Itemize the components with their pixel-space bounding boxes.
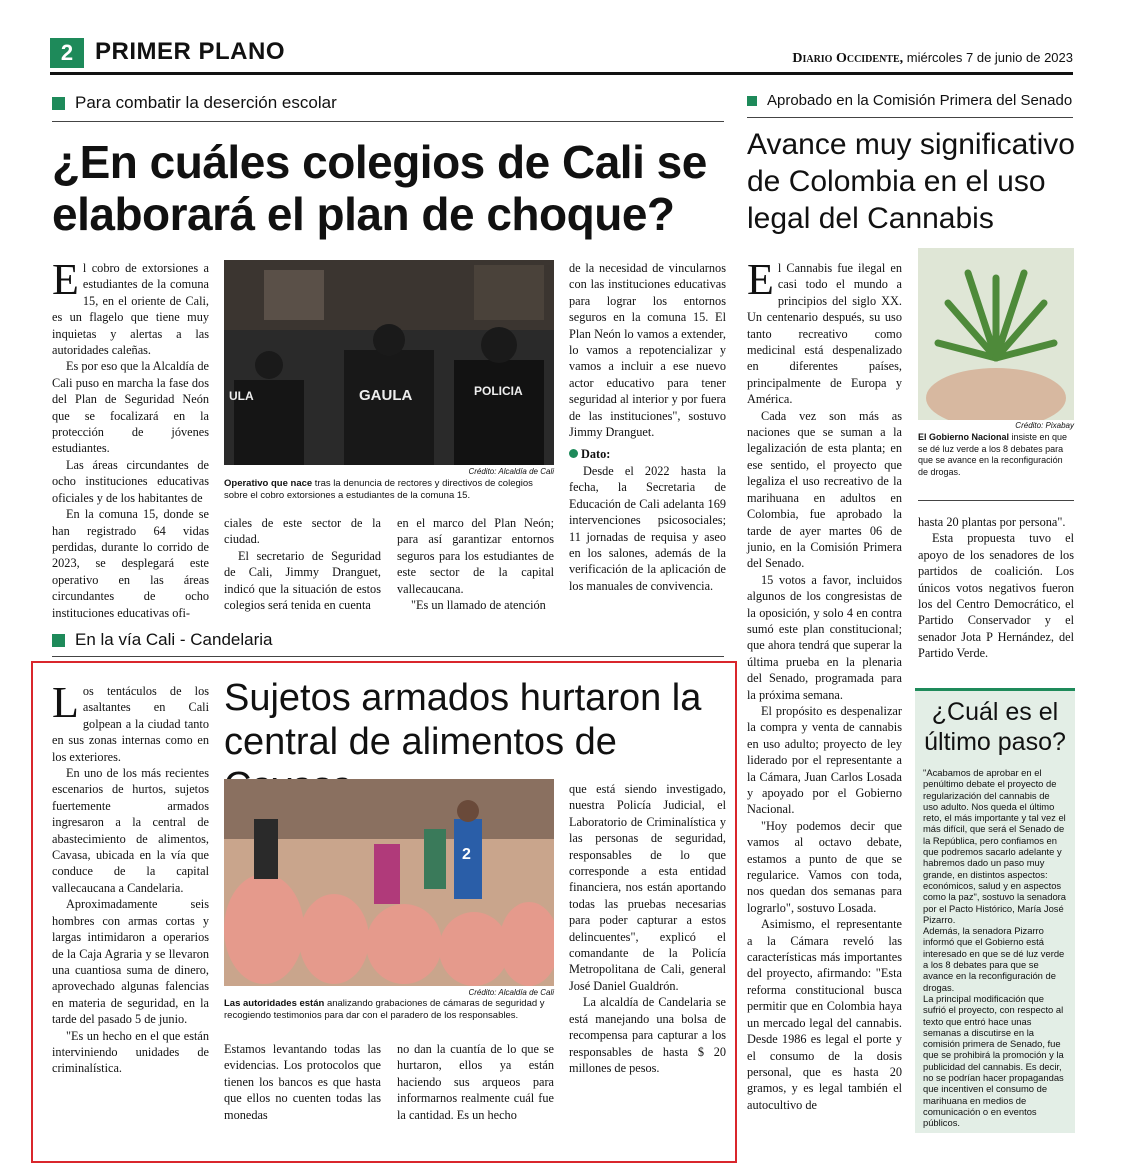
article1-col1: El cobro de extorsiones a estudiantes de la comuna 15, en el oriente de Cali, es un flagelo que tiene muy inquietas y alertas a las autoridades caleñas. Es por eso que la Alcaldía de Cali puso en marcha la fase dos del Plan de Seguridad Neón que se focalizará en la protección de jóvenes estudiantes. Las áreas circundantes de ocho instituciones educativas oficiales y de los habitantes de En la comuna 15, donde se han registrado 64 vidas perdidas, durante lo corrido de 2023, se desplegará este operativo en las áreas circundantes de ocho instituciones educativas ofi- [52, 255, 209, 620]
divider [918, 500, 1074, 501]
sidebar-box [915, 688, 1075, 1133]
kicker-square-icon [52, 97, 65, 110]
divider [52, 656, 724, 657]
article2-kicker-text: En la vía Cali - Candelaria [75, 630, 273, 649]
food-market-photo [224, 779, 554, 986]
svg-text:POLICIA: POLICIA [474, 384, 523, 398]
masthead-info [792, 50, 1073, 67]
svg-text:GAULA: GAULA [359, 387, 413, 404]
header-rule [50, 72, 1073, 75]
dropcap: E [747, 255, 774, 304]
article1-col3: en el marco del Plan Neón; para así garantizar entornos seguros para los estudiantes de este sector de la capital vallecaucana. "Es un llamado de atención [397, 516, 554, 613]
photo-credit: Crédito: Pixabay [1015, 421, 1074, 430]
article2-headline: Sujetos armados hurtaron la central de alimentos de [224, 677, 702, 763]
article2-col3: no dan la cuantía de lo que se hurtaron, ellos ya están haciendo sus arqueos para informarnos realmente cuál fue la cantidad. Es un hecho [397, 1042, 554, 1122]
photo-credit: Crédito: Alcaldía de Cali [468, 467, 554, 476]
sidebar-body: "Acabamos de aprobar en el penúltimo debate el proyecto de regularización del cannabis de uso adulto. Nos queda el último reto, el más importante y tal vez el más difícil, que será el Senado de la República, pero confiamos en que podremos sacarlo adelante y habremos dado un paso muy grande, en distintos aspectos: económicos, salud y en aspectos como la paz", sostuvo la senadora por el Pacto Histórico, María José Pizarro. Además, la senadora Pizarro informó que el Gobierno está interesado en que se dé luz verde a los 8 debates para que se avance en la reconfiguración de drogas. La principal modificación que sufrió el proyecto, con respecto al texto que entró hace unas semanas a discutirse en la comisión primera de Senado, fue que se prohibirá la promoción y la publicidad del cannabis. Es decir, no se podrían hacer propagandas que incentiven el consumo de marihuana en medios de comunicación o en eventos públicos. [923, 767, 1066, 1129]
article1-kicker-text: Para combatir la deserción escolar [75, 93, 337, 112]
article2-col4: que está siendo investigado, nuestra Policía Judicial, el Laboratorio de Criminalística y las personas de seguridad, responsables de lo que corresponde a esta entidad financiera, nos están aportando todas las pruebas necesarias para poder capturar a estos delincuentes", explicó el comandante de la Policía Metropolitana de Cali, general José Daniel Gualdrón. La alcaldía de Candelaria se está manejando una bolsa de recompensa para capturar a los responsables de hasta $ 20 millones de pesos. [569, 782, 726, 1075]
newspaper-name: Diario Occidente, [792, 51, 904, 66]
article3-col1: El Cannabis fue ilegal en casi todo el mundo a principios del siglo XX. Un centenario después, su uso tanto recreativo como medicinal está despenalizado en diferentes países, principalmente de Europa y América. Cada vez son más as naciones que se suman a la legalización de esta planta; en ese sentido, el proyecto que legaliza el uso recreativo de la marihuana en adultos en Colombia, fue aprobado la tarde de ayer martes 06 de junio, en la Comisión Primera del Senado. 15 votos a favor, incluidos algunos de los congresistas de la oposición, y solo 4 en contra sumó este plan constitucional; que ahora tendrá que superar la última prueba en la plenaria del Senado, programada para la próxima semana. El propósito es despenalizar la compra y venta de cannabis en uso adulto; proyecto de ley liderado por el representante a la Cámara, Juan Carlos Losada y apoyado por el Gobierno Nacional. "Hoy podemos decir que vamos al octavo debate, estamos a punto de que se regularice. Vamos con toda, nos quedan dos semanas para lograrlo", sostuvo Losada. Asimismo, el representante a la Cámara reveló las características más importantes del proyecto, afirmando: "Esta reforma constitucional busca permitir que en Colombia haya un mercado legal del cannabis. Desde 1986 es legal el porte y el consumo de la dosis personal, que es hasta 20 gramos, y es legal también el autocultivo de [747, 255, 902, 1112]
sidebar-title: ¿Cuál es el último paso? [924, 698, 1066, 756]
article3-col2: hasta 20 plantas por persona". Esta propuesta tuvo el apoyo de los senadores de los partidos de coalición. Los únicos votos negativos fueron los del Centro Democrático, el Partido Conservador y el senador Jota P Hernández, del Partido Verde. [918, 515, 1074, 661]
photo-caption: Operativo que nace tras la denuncia de rectores y directivos de colegios sobre el cobro extorsiones a estudiantes de la comuna 15. [224, 478, 533, 501]
article3-kicker [747, 92, 1072, 109]
dropcap: E [52, 255, 79, 304]
article3-headline: Avance muy significativo de Colombia en el uso legal del Cannabis [747, 128, 1075, 235]
page-number: 2 [50, 38, 84, 68]
police-operation-photo [224, 260, 554, 465]
article2-col2: Estamos levantando todas las evidencias. Los protocolos que tienen los bancos es que hasta que ellos no cuenten todas las monedas [224, 1042, 381, 1122]
section-title: PRIMER PLANO [95, 38, 286, 65]
svg-text:2: 2 [462, 846, 471, 863]
article1-col4: de la necesidad de vincularnos con las instituciones educativas para lograr los entornos seguros en la comuna 15. El Plan Neón lo vamos a extender, lo vamos a repotencializar y vamos a incluir a ese nuevo actor educativo para tener seguridad al interior y por fuera de las instituciones", sostuvo Jimmy Dranguet. Dato: Desde el 2022 hasta la fecha, la Secretaria de Educación de Cali adelanta 169 intervenciones psicosociales; 11 jornadas de requisa y aseo en los salones, además de la verificación de la aplicación de los manuales de convivencia. [569, 261, 726, 593]
cannabis-photo [918, 248, 1074, 420]
divider [52, 121, 724, 122]
issue-date: miércoles 7 de junio de 2023 [906, 50, 1073, 65]
article2-col1: Los tentáculos de los asaltantes en Cali golpean a la ciudad tanto en sus zonas internas como en los exteriores. En uno de los más recientes escenarios de hurtos, sujetos fuertemente armados ingresaron a la central de abastecimiento de alimentos, Cavasa, ubicada en la vía que conduce de la capital vallecaucana a Candelaria. Aproximadamente seis hombres con armas cortas y largas intimidaron a operarios de la Caja Agraria y se llevaron una cuantiosa suma de dinero, aprovechado algunas falencias en materia de seguridad, en la tarde del pasado 5 de junio. "Es un hecho en el que están interviniendo unidades de criminalística. [52, 678, 209, 1076]
svg-text:ULA: ULA [229, 389, 254, 403]
photo-caption: Las autoridades están analizando grabaciones de cámaras de seguridad y recogiendo testimonios para dar con el paradero de los responsables. [224, 998, 545, 1021]
article1-col2: ciales de este sector de la ciudad. El secretario de Seguridad de Cali, Jimmy Dranguet, indicó que la situación de estos colegios será tenida en cuenta [224, 516, 381, 613]
divider [747, 117, 1073, 118]
article1-kicker [52, 93, 337, 113]
photo-credit: Crédito: Alcaldía de Cali [468, 988, 554, 997]
article3-kicker-text: Aprobado en la Comisión Primera del Senado [767, 92, 1073, 109]
dropcap: L [52, 678, 79, 727]
dato-heading: Dato: [569, 446, 726, 462]
kicker-square-icon [52, 634, 65, 647]
photo-caption: El Gobierno Nacional insiste en que se dé luz verde a los 8 debates para que se avance en la reconfiguración de drogas. [918, 432, 1068, 477]
kicker-square-icon [747, 96, 757, 106]
article1-headline: ¿En cuáles colegios de Cali se elaborará el plan de choque? [52, 136, 707, 240]
dato-bullet-icon [569, 449, 578, 458]
article2-kicker [52, 630, 272, 650]
